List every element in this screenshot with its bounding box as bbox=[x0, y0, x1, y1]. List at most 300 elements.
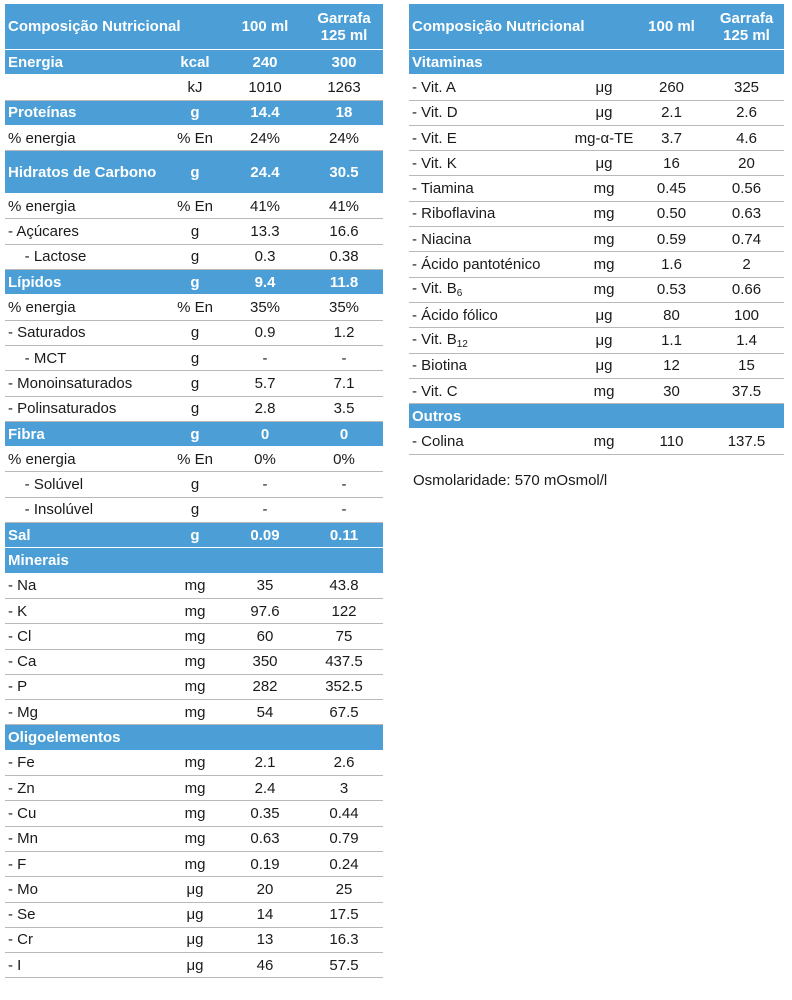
table-row bbox=[5, 877, 383, 902]
cell-label: - Vit. A bbox=[412, 78, 456, 96]
table-cell: 15 bbox=[738, 357, 755, 375]
subscript: 12 bbox=[456, 338, 468, 350]
table-cell: 14.4 bbox=[250, 104, 280, 122]
table-cell: 43.8 bbox=[329, 577, 359, 595]
table-cell: 0.11 bbox=[329, 526, 359, 544]
table-row bbox=[409, 354, 784, 379]
table-cell: μg bbox=[595, 331, 613, 349]
table-row bbox=[5, 574, 383, 599]
table-cell: 35 bbox=[256, 577, 274, 595]
cell-label: Minerais bbox=[8, 551, 69, 569]
table-cell: mg bbox=[184, 678, 206, 696]
table-cell: % En bbox=[177, 299, 213, 317]
nutrition-table-right bbox=[409, 4, 784, 455]
cell-label: - Vit. C bbox=[412, 382, 458, 400]
table-row bbox=[5, 928, 383, 953]
section-row bbox=[5, 422, 383, 447]
cell-label: % energia bbox=[8, 299, 76, 317]
table-row bbox=[5, 776, 383, 801]
table-cell bbox=[5, 729, 165, 746]
header-cell: Garrafa 125 ml bbox=[719, 9, 774, 44]
table-row bbox=[409, 202, 784, 227]
table-row bbox=[5, 397, 383, 422]
cell-label: - Colina bbox=[412, 433, 464, 451]
table-cell bbox=[5, 704, 165, 721]
table-cell: 17.5 bbox=[329, 906, 359, 924]
table-cell: 325 bbox=[733, 78, 760, 96]
table-cell bbox=[5, 653, 165, 670]
section-row bbox=[5, 50, 383, 75]
table-cell: μg bbox=[595, 357, 613, 375]
table-cell: mg bbox=[184, 754, 206, 772]
table-cell bbox=[409, 433, 574, 450]
table-cell: 20 bbox=[738, 154, 755, 172]
table-cell: g bbox=[190, 476, 200, 494]
table-cell: g bbox=[190, 374, 200, 392]
cell-label: % energia bbox=[8, 450, 76, 468]
table-row bbox=[409, 126, 784, 151]
table-row bbox=[5, 624, 383, 649]
table-cell bbox=[409, 408, 574, 425]
nutrition-table-left bbox=[5, 4, 383, 978]
table-row bbox=[5, 650, 383, 675]
table-header bbox=[5, 4, 383, 50]
table-row bbox=[5, 447, 383, 472]
table-cell bbox=[5, 501, 165, 518]
cell-label: - Mg bbox=[8, 703, 38, 721]
table-cell: μg bbox=[595, 306, 613, 324]
table-cell: g bbox=[190, 501, 200, 519]
table-cell: 54 bbox=[256, 703, 274, 721]
table-cell: 0.79 bbox=[329, 830, 359, 848]
table-cell: 13 bbox=[256, 931, 274, 949]
table-cell: 3.5 bbox=[333, 400, 355, 418]
table-cell: 0.44 bbox=[329, 804, 359, 822]
table-cell: 240 bbox=[252, 53, 278, 71]
table-cell bbox=[5, 248, 165, 265]
table-cell: 0.3 bbox=[254, 248, 276, 266]
table-cell: μg bbox=[595, 154, 613, 172]
table-cell bbox=[5, 451, 165, 468]
table-cell: 0.38 bbox=[329, 248, 359, 266]
table-cell: 14 bbox=[256, 906, 274, 924]
table-cell bbox=[5, 400, 165, 417]
cell-label: % energia bbox=[8, 129, 76, 147]
table-cell: 41% bbox=[249, 197, 281, 215]
table-cell: kJ bbox=[187, 78, 203, 96]
cell-label: - P bbox=[8, 678, 28, 696]
table-cell: mg bbox=[593, 281, 615, 299]
cell-label: - Vit. E bbox=[412, 129, 457, 147]
table-cell: g bbox=[190, 273, 200, 291]
table-row bbox=[409, 176, 784, 201]
table-cell: 0 bbox=[339, 425, 349, 443]
table-cell: mg bbox=[184, 830, 206, 848]
table-cell: 0.59 bbox=[656, 230, 687, 248]
header-cell: Composição Nutricional bbox=[412, 18, 585, 35]
table-row bbox=[409, 101, 784, 126]
table-cell: 97.6 bbox=[250, 602, 280, 620]
table-cell bbox=[5, 299, 165, 316]
table-cell bbox=[5, 552, 165, 569]
table-cell: mg bbox=[184, 779, 206, 797]
table-cell bbox=[409, 231, 574, 248]
table-cell: 16 bbox=[663, 154, 680, 172]
cell-label: - Solúvel bbox=[8, 476, 84, 494]
table-row bbox=[409, 75, 784, 100]
table-cell: mg bbox=[593, 205, 615, 223]
table-cell bbox=[409, 54, 574, 71]
table-row bbox=[5, 194, 383, 219]
cell-label: Hidratos de Carbono bbox=[8, 163, 157, 181]
cell-label: Proteínas bbox=[8, 104, 77, 122]
table-cell: 0.63 bbox=[731, 205, 762, 223]
table-cell: 46 bbox=[256, 956, 274, 974]
cell-label: - Insolúvel bbox=[8, 501, 94, 519]
table-cell: 20 bbox=[256, 880, 274, 898]
table-cell bbox=[5, 805, 165, 822]
table-cell: 1263 bbox=[327, 78, 361, 96]
table-cell bbox=[409, 104, 574, 121]
cell-label: - Cl bbox=[8, 627, 32, 645]
cell-label: - Niacina bbox=[412, 230, 472, 248]
cell-label: Energia bbox=[8, 53, 64, 71]
table-cell bbox=[5, 476, 165, 493]
cell-label: - Cu bbox=[8, 804, 37, 822]
table-cell: μg bbox=[595, 78, 613, 96]
table-cell bbox=[5, 350, 165, 367]
table-cell: 0% bbox=[333, 450, 355, 468]
table-cell bbox=[409, 280, 574, 299]
table-cell: μg bbox=[186, 956, 204, 974]
table-row bbox=[409, 429, 784, 454]
table-cell: μg bbox=[186, 931, 204, 949]
table-cell: g bbox=[190, 223, 200, 241]
table-cell bbox=[409, 180, 574, 197]
header-cell: Garrafa 125 ml bbox=[317, 9, 371, 44]
table-cell: 30 bbox=[663, 382, 680, 400]
cell-label: Oligoelementos bbox=[8, 729, 121, 747]
table-cell: % En bbox=[177, 197, 213, 215]
table-cell: 0.50 bbox=[656, 205, 687, 223]
table-cell bbox=[409, 155, 574, 172]
table-cell bbox=[409, 256, 574, 273]
table-cell: 1.1 bbox=[661, 331, 682, 349]
table-cell: - bbox=[262, 501, 268, 519]
table-cell: 437.5 bbox=[325, 653, 363, 671]
table-cell: 3 bbox=[339, 779, 349, 797]
cell-label: - Zn bbox=[8, 779, 35, 797]
table-cell bbox=[5, 274, 165, 291]
table-cell: 0.66 bbox=[731, 281, 762, 299]
cell-label: - Polinsaturados bbox=[8, 400, 117, 418]
cell-label: - I bbox=[8, 956, 22, 974]
table-row bbox=[5, 801, 383, 826]
table-cell: 0% bbox=[254, 450, 276, 468]
table-cell: 2.6 bbox=[333, 754, 355, 772]
table-cell bbox=[5, 54, 165, 71]
table-cell: - bbox=[262, 476, 268, 494]
header-cell: Composição Nutricional bbox=[8, 18, 181, 35]
table-cell bbox=[5, 856, 165, 873]
table-cell: - bbox=[341, 476, 347, 494]
table-cell: 350 bbox=[252, 653, 278, 671]
table-cell: 352.5 bbox=[325, 678, 363, 696]
cell-label: Sal bbox=[8, 526, 31, 544]
table-row bbox=[409, 278, 784, 303]
table-cell: 282 bbox=[252, 678, 278, 696]
table-cell bbox=[5, 375, 165, 392]
table-row bbox=[409, 303, 784, 328]
table-row bbox=[409, 328, 784, 353]
table-cell: 0.74 bbox=[731, 230, 762, 248]
table-cell: 12 bbox=[663, 357, 680, 375]
table-cell: 1010 bbox=[248, 78, 282, 96]
table-row bbox=[5, 321, 383, 346]
table-row bbox=[5, 852, 383, 877]
table-cell bbox=[5, 198, 165, 215]
header-cell: 100 ml bbox=[241, 18, 289, 35]
table-cell bbox=[5, 957, 165, 974]
cell-label: - Se bbox=[8, 906, 36, 924]
table-cell bbox=[5, 678, 165, 695]
header-cell: 100 ml bbox=[648, 18, 695, 35]
table-cell: - bbox=[341, 501, 347, 519]
table-cell: 37.5 bbox=[731, 382, 762, 400]
table-cell: 2.1 bbox=[254, 754, 276, 772]
table-cell: mg bbox=[184, 577, 206, 595]
section-row bbox=[5, 151, 383, 194]
table-row bbox=[5, 675, 383, 700]
table-cell: 7.1 bbox=[333, 374, 355, 392]
table-cell bbox=[5, 426, 165, 443]
table-cell: g bbox=[190, 349, 200, 367]
cell-label: - MCT bbox=[8, 349, 67, 367]
table-cell bbox=[5, 163, 165, 182]
cell-label: - F bbox=[8, 855, 27, 873]
cell-label: Outros bbox=[412, 407, 462, 425]
table-cell: 2.8 bbox=[254, 400, 276, 418]
table-cell: g bbox=[190, 526, 200, 544]
table-cell: 0.63 bbox=[250, 830, 280, 848]
table-cell: 110 bbox=[659, 433, 684, 451]
cell-label: - Vit. K bbox=[412, 154, 457, 172]
section-row bbox=[5, 270, 383, 295]
table-cell: 2 bbox=[742, 256, 751, 274]
table-cell: 5.7 bbox=[254, 374, 276, 392]
table-cell: mg-α-TE bbox=[574, 129, 634, 147]
table-cell: 16.3 bbox=[329, 931, 359, 949]
table-cell: 0.53 bbox=[656, 281, 687, 299]
table-cell bbox=[5, 830, 165, 847]
cell-label: - Mo bbox=[8, 880, 38, 898]
table-cell: - bbox=[262, 349, 268, 367]
table-cell: 4.6 bbox=[736, 129, 757, 147]
table-cell: 100 bbox=[733, 306, 760, 324]
table-cell: g bbox=[190, 104, 200, 122]
table-cell: - bbox=[341, 349, 347, 367]
cell-label: - Tiamina bbox=[412, 180, 474, 198]
table-cell: 24.4 bbox=[250, 163, 280, 181]
table-cell: 24% bbox=[328, 129, 360, 147]
section-row bbox=[409, 50, 784, 75]
table-row bbox=[5, 700, 383, 725]
cell-label: - Vit. B bbox=[412, 330, 457, 348]
cell-label: - Riboflavina bbox=[412, 205, 496, 223]
table-cell bbox=[5, 324, 165, 341]
table-cell bbox=[5, 104, 165, 121]
cell-label: - Açúcares bbox=[8, 223, 79, 241]
table-row bbox=[5, 346, 383, 371]
table-cell: 67.5 bbox=[329, 703, 359, 721]
table-cell: 2.4 bbox=[254, 779, 276, 797]
table-cell: mg bbox=[593, 382, 615, 400]
table-cell: 0.35 bbox=[250, 804, 280, 822]
table-cell: 25 bbox=[335, 880, 353, 898]
section-row bbox=[5, 523, 383, 548]
table-cell: 9.4 bbox=[254, 273, 276, 291]
table-row bbox=[409, 151, 784, 176]
table-row bbox=[5, 126, 383, 151]
table-row bbox=[5, 75, 383, 100]
table-cell: mg bbox=[593, 433, 615, 451]
table-cell: μg bbox=[186, 906, 204, 924]
table-row bbox=[5, 219, 383, 244]
table-cell: 0.56 bbox=[731, 180, 762, 198]
table-cell: 13.3 bbox=[250, 223, 280, 241]
section-row bbox=[409, 404, 784, 429]
table-row bbox=[409, 227, 784, 252]
table-cell: 1.4 bbox=[736, 331, 757, 349]
table-cell: kcal bbox=[180, 53, 210, 71]
table-cell: 24% bbox=[249, 129, 281, 147]
cell-label: - Vit. B bbox=[412, 280, 457, 298]
cell-label: - Ca bbox=[8, 653, 37, 671]
cell-label: - Biotina bbox=[412, 357, 468, 375]
table-cell bbox=[409, 79, 574, 96]
table-cell: g bbox=[190, 248, 200, 266]
table-cell: mg bbox=[184, 627, 206, 645]
table-row bbox=[5, 903, 383, 928]
table-cell: mg bbox=[593, 256, 615, 274]
cell-label: - K bbox=[8, 602, 28, 620]
table-cell: 3.7 bbox=[661, 129, 682, 147]
table-cell bbox=[5, 223, 165, 240]
table-row bbox=[5, 498, 383, 523]
table-cell: mg bbox=[593, 230, 615, 248]
table-cell bbox=[5, 527, 165, 544]
table-cell: 30.5 bbox=[329, 163, 359, 181]
cell-label: - Fe bbox=[8, 754, 35, 772]
subscript: 6 bbox=[456, 288, 463, 300]
table-cell: 18 bbox=[335, 104, 353, 122]
cell-label: - Ácido pantoténico bbox=[412, 256, 541, 274]
table-cell: mg bbox=[593, 180, 615, 198]
cell-label: - Saturados bbox=[8, 324, 86, 342]
table-cell: 57.5 bbox=[329, 956, 359, 974]
cell-label: - Lactose bbox=[8, 248, 87, 266]
table-cell: 80 bbox=[663, 306, 680, 324]
table-cell: 0.45 bbox=[656, 180, 687, 198]
table-row bbox=[5, 371, 383, 396]
table-cell: 260 bbox=[658, 78, 685, 96]
table-cell: % En bbox=[177, 450, 213, 468]
table-cell bbox=[5, 881, 165, 898]
table-cell bbox=[5, 780, 165, 797]
table-cell: 16.6 bbox=[329, 223, 359, 241]
table-cell bbox=[5, 577, 165, 594]
table-cell: 0 bbox=[260, 425, 270, 443]
table-cell bbox=[5, 754, 165, 771]
table-header bbox=[409, 4, 784, 50]
cell-label: Fibra bbox=[8, 425, 45, 443]
table-cell: g bbox=[190, 324, 200, 342]
table-cell bbox=[409, 383, 574, 400]
cell-label: Vitaminas bbox=[412, 53, 483, 71]
table-cell bbox=[409, 205, 574, 222]
table-cell bbox=[5, 130, 165, 147]
cell-label: - Na bbox=[8, 577, 37, 595]
table-cell bbox=[5, 906, 165, 923]
table-cell: 2.6 bbox=[736, 104, 757, 122]
table-cell: 0.19 bbox=[250, 855, 280, 873]
table-cell: μg bbox=[186, 880, 204, 898]
table-row bbox=[5, 295, 383, 320]
table-cell: 122 bbox=[331, 602, 357, 620]
cell-label: % energia bbox=[8, 197, 76, 215]
table-cell: g bbox=[190, 163, 200, 181]
table-cell bbox=[409, 357, 574, 374]
table-cell bbox=[409, 307, 574, 324]
table-cell: g bbox=[190, 400, 200, 418]
table-cell: 0.9 bbox=[254, 324, 276, 342]
section-row bbox=[5, 101, 383, 126]
table-row bbox=[5, 953, 383, 978]
table-row bbox=[5, 751, 383, 776]
table-cell: g bbox=[190, 425, 200, 443]
table-cell: 41% bbox=[328, 197, 360, 215]
table-cell: 0.09 bbox=[250, 526, 280, 544]
table-cell bbox=[5, 931, 165, 948]
section-row bbox=[5, 725, 383, 750]
cell-label: - Cr bbox=[8, 931, 33, 949]
table-cell: 300 bbox=[331, 53, 357, 71]
table-cell: mg bbox=[184, 703, 206, 721]
table-cell: 35% bbox=[328, 299, 360, 317]
table-row bbox=[5, 599, 383, 624]
section-row bbox=[5, 548, 383, 573]
table-cell: mg bbox=[184, 804, 206, 822]
osmolarity-note: Osmolaridade: 570 mOsmol/l bbox=[413, 472, 608, 489]
table-cell: 137.5 bbox=[727, 433, 766, 451]
table-cell: 1.6 bbox=[661, 256, 682, 274]
table-cell: mg bbox=[184, 602, 206, 620]
table-cell: 2.1 bbox=[661, 104, 682, 122]
cell-label: - Monoinsaturados bbox=[8, 374, 133, 392]
table-cell: 0.24 bbox=[329, 855, 359, 873]
table-row bbox=[409, 379, 784, 404]
table-row bbox=[5, 827, 383, 852]
table-cell: 35% bbox=[249, 299, 281, 317]
cell-label: - Ácido fólico bbox=[412, 306, 498, 324]
cell-label: - Vit. D bbox=[412, 104, 458, 122]
table-cell bbox=[409, 331, 574, 350]
table-cell bbox=[5, 628, 165, 645]
table-cell: mg bbox=[184, 855, 206, 873]
table-row bbox=[5, 245, 383, 270]
cell-label: - Mn bbox=[8, 830, 38, 848]
table-cell: 75 bbox=[335, 627, 353, 645]
